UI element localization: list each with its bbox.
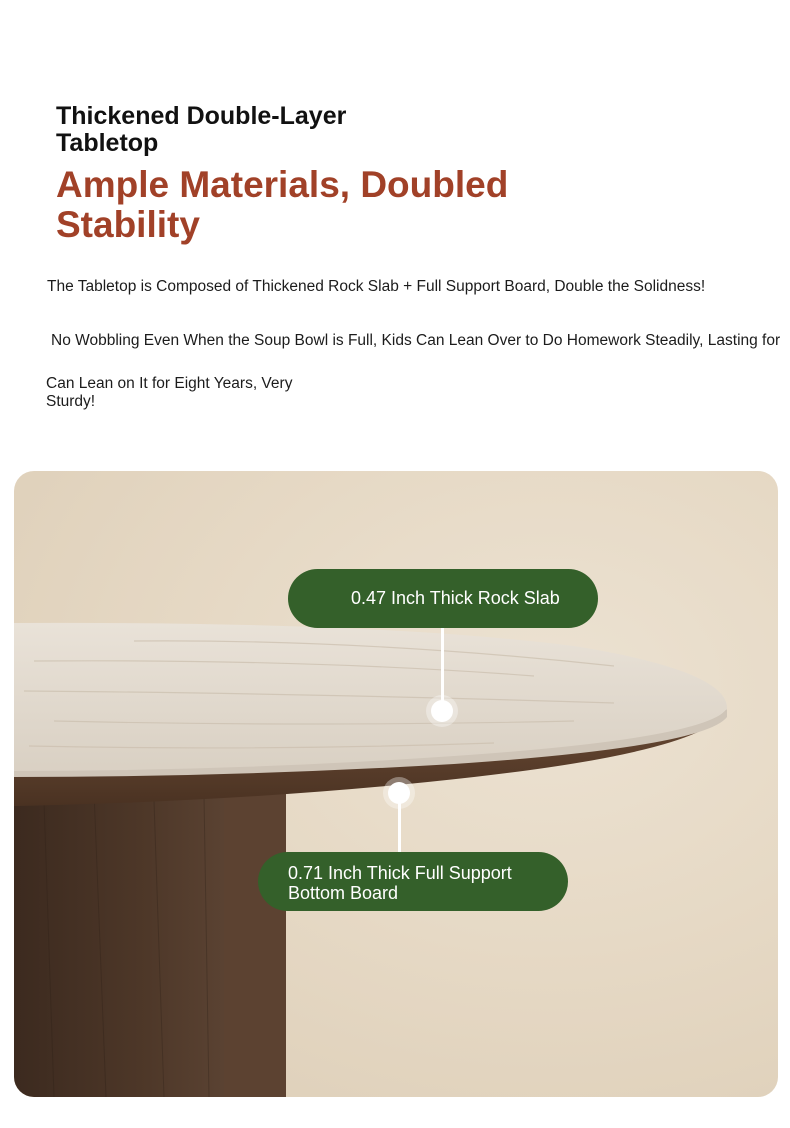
callout-line-top: [441, 628, 444, 710]
description-line-1: The Tabletop is Composed of Thickened Rock Slab + Full Support Board, Double the Solidness!: [47, 278, 706, 295]
main-title: Ample Materials, Doubled Stability: [56, 164, 509, 245]
description-line-2: No Wobbling Even When the Soup Bowl is Full, Kids Can Lean Over to Do Homework Steadily, Lasting for: [51, 332, 781, 349]
description-line-3: Can Lean on It for Eight Years, Very Sturdy!: [46, 375, 293, 410]
support-board-callout: [258, 852, 568, 911]
pedestal-right: [224, 791, 286, 1097]
callout-marker-bottom: [388, 782, 410, 804]
support-board-callout-label: 0.71 Inch Thick Full Support Bottom Board: [288, 863, 512, 903]
subtitle-heading: Thickened Double-Layer Tabletop: [56, 102, 347, 157]
pedestal-left: [14, 771, 224, 1097]
rock-slab-callout-label: 0.47 Inch Thick Rock Slab: [351, 588, 560, 608]
rock-slab-callout: [288, 569, 598, 628]
callout-marker-top: [431, 700, 453, 722]
